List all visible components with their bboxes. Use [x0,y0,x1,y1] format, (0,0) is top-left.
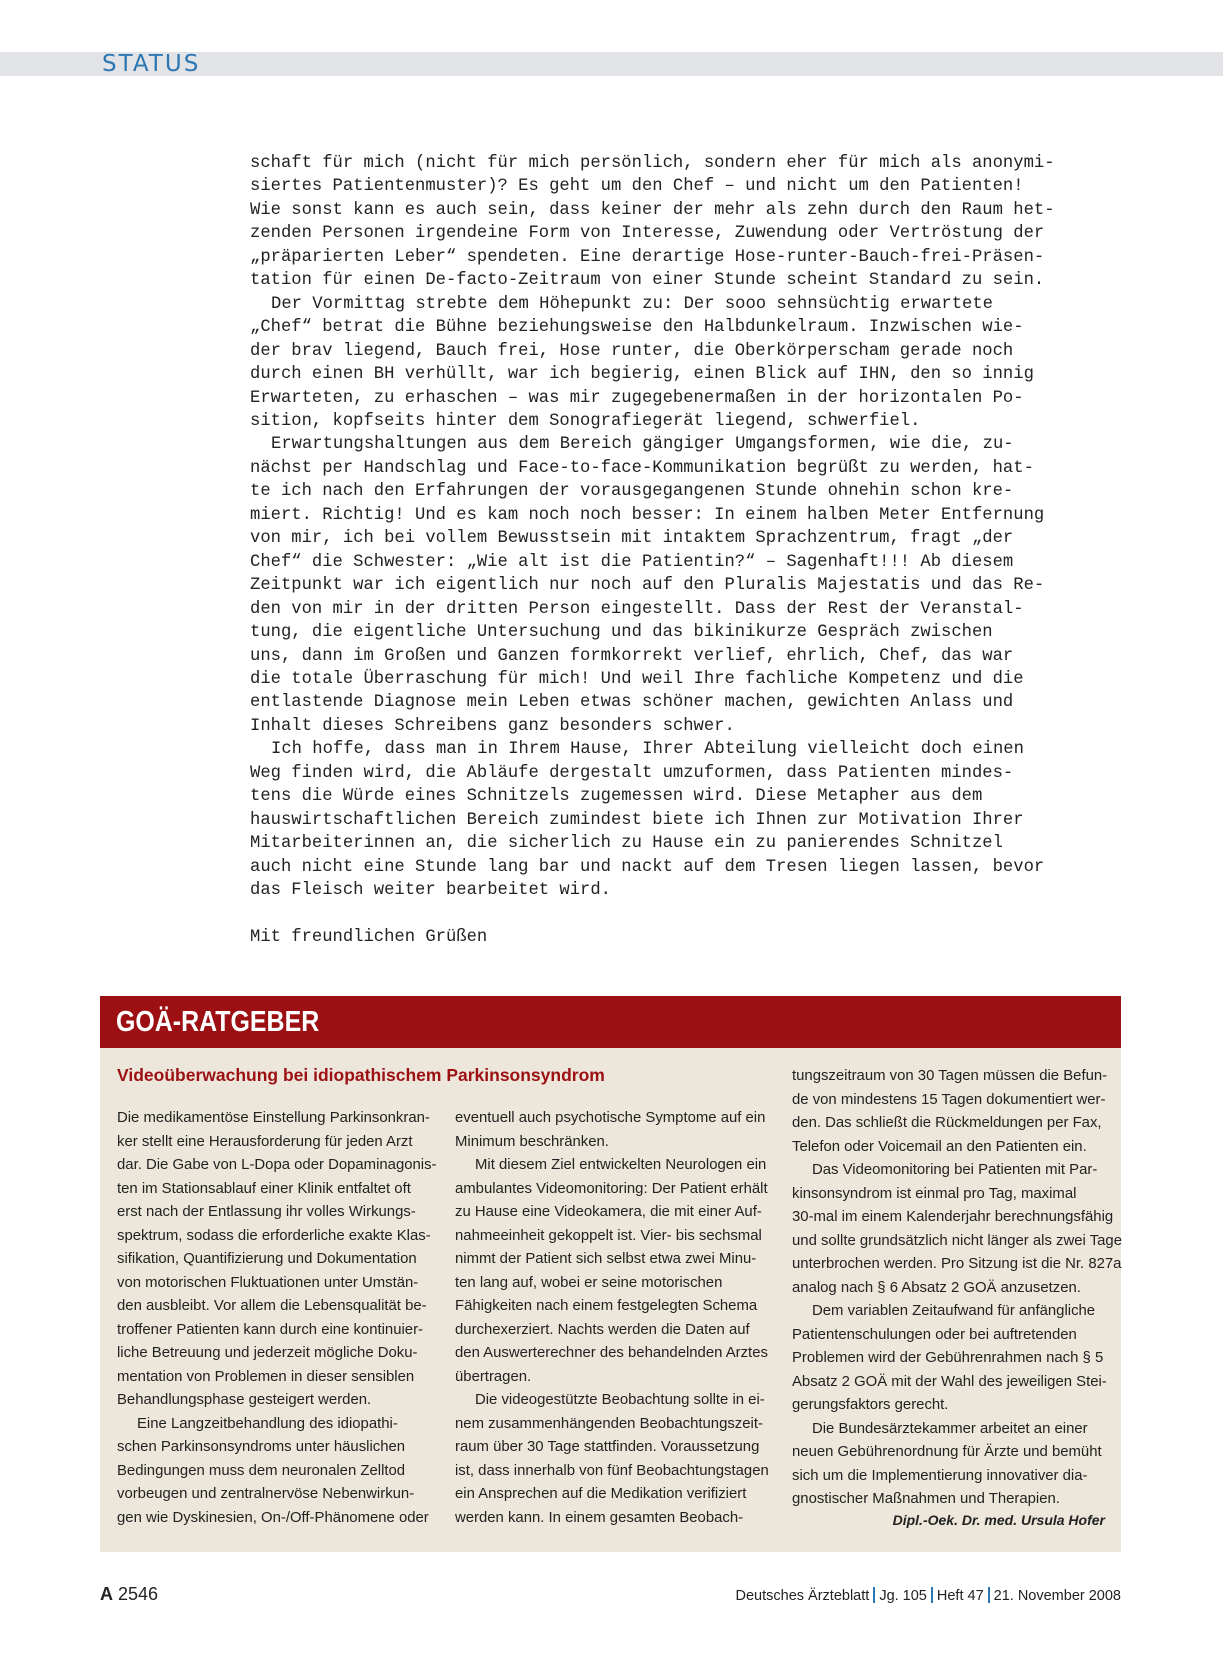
letter-line: entlastende Diagnose mein Leben etwas schöner machen, gewichten Anlass und [250,693,1014,713]
letter-line: Weg finden wird, die Abläufe dergestalt umzuformen, dass Patienten mindes- [250,763,1014,783]
letter-line: zenden Personen irgendeine Form von Interesse, Zuwendung oder Vertröstung der [250,224,1045,244]
box-text-line: Die Bundesärztekammer arbeitet an einer [812,1420,1088,1437]
box-text-line: Die medikamentöse Einstellung Parkinsonkran- [117,1110,430,1126]
letter-line: Wie sonst kann es auch sein, dass keiner der mehr als zehn durch den Raum het- [250,200,1055,220]
box-text-line: werden kann. In einem gesamten Beobach- [455,1509,744,1526]
box-text-line: eventuell auch psychotische Symptome auf ein [455,1110,766,1126]
box-text-line: troffener Patienten kann durch eine kontinuier- [117,1321,424,1338]
box-text-line: Problemen wird der Gebührenrahmen nach § 5 [792,1350,1104,1366]
letter-line: auch nicht eine Stunde lang bar und nackt auf dem Tresen liegen lassen, bevor [250,857,1045,877]
letter-line: miert. Richtig! Und es kam noch noch besser: In einem halben Meter Entfernung [250,505,1045,525]
letter-line: den von mir in der dritten Person eingestellt. Dass der Rest der Veranstal- [250,599,1024,619]
box-text-line: mentation von Problemen in dieser sensiblen [117,1368,415,1385]
box-text-line: Dem variablen Zeitaufwand für anfängliche [812,1303,1096,1319]
separator [873,1587,875,1603]
box-text-line: 30-mal im einem Kalenderjahr berechnungsfähig [792,1209,1114,1225]
box-text-line: sifikation, Quantifizierung und Dokumentation [117,1251,417,1267]
letter-line: siertes Patientenmuster)? Es geht um den Chef – und nicht um den Patienten! [250,177,1024,197]
box-text-line: unterbrochen werden. Pro Sitzung ist die Nr. 827a [792,1256,1122,1272]
letter-line: das Fleisch weiter bearbeitet wird. [250,881,611,901]
box-column-1 [117,1107,437,1530]
box-text-line: spektrum, sodass die erforderliche exakte Klas- [117,1227,431,1244]
box-text-line: Das Videomonitoring bei Patienten mit Par- [812,1162,1098,1178]
letter-line: Zeitpunkt war ich eigentlich nur noch auf den Pluralis Majestatis und das Re- [250,576,1045,596]
letter-line: „präparierten Leber“ spendeten. Eine derartige Hose-runter-Bauch-frei-Präsen- [250,247,1045,267]
separator [988,1587,990,1603]
box-text-line: ten im Stationsablauf einer Klinik entfaltet oft [117,1180,411,1197]
separator [931,1587,933,1603]
letter-line: Mitarbeiterinnen an, die sicherlich zu Hause ein zu panierendes Schnitzel [250,834,1003,854]
box-text-line: ist, dass innerhalb von fünf Beobachtungstagen [455,1462,769,1479]
box-text-line: Mit diesem Ziel entwickelten Neurologen ein [475,1157,767,1173]
box-text-line: raum über 30 Tage stattfinden. Voraussetzung [455,1439,760,1455]
box-text-line: gnostischer Maßnahmen und Therapien. [792,1491,1060,1507]
letter-line: schaft für mich (nicht für mich persönlich, sondern eher für mich als anonymi- [250,154,1055,173]
box-text-line: den ausbleibt. Vor allem die Lebensqualität be- [117,1298,427,1314]
box-text-line: Eine Langzeitbehandlung des idiopathi- [137,1415,398,1432]
box-text-line: nimmt der Patient sich selbst etwa zwei Minu- [455,1251,757,1267]
box-text-line: Bedingungen muss dem neuronalen Zelltod [117,1462,406,1479]
letter-line: der brav liegend, Bauch frei, Hose runter, die Oberkörperscham gerade noch [250,341,1014,361]
box-text-line: nem zusammenhängenden Beobachtungszeit- [455,1415,763,1432]
letter-line: Chef“ die Schwester: „Wie alt ist die Patientin?“ – Sagenhaft!!! Ab diesem [250,552,1014,572]
box-text-line: gen wie Dyskinesien, On-/Off-Phänomene oder [117,1509,429,1526]
box-text-line: Minimum beschränken. [455,1133,609,1150]
box-text-line: analog nach § 6 Absatz 2 GOÄ anzusetzen. [792,1279,1081,1296]
box-header [100,996,1121,1048]
box-text-line: dar. Die Gabe von L-Dopa oder Dopaminagonis- [117,1157,437,1173]
letter-line: uns, dann im Großen und Ganzen formkorrekt verlief, ehrlich, Chef, das war [250,646,1014,666]
author-signature: Dipl.-Oek. Dr. med. Ursula Hofer [892,1512,1105,1528]
box-text-line: sich um die Implementierung innovativer dia- [792,1467,1088,1484]
letter-line: Der Vormittag strebte dem Höhepunkt zu: Der sooo sehnsüchtig erwartete [271,294,993,314]
box-text-line: Fähigkeiten nach einem festgelegten Schema [455,1298,758,1314]
letter-line: Erwarteten, zu erhaschen – was mir zugegebenermaßen in der horizontalen Po- [250,388,1024,408]
box-text-line: Absatz 2 GOÄ mit der Wahl des jeweiligen Stei- [792,1373,1107,1390]
letter-line: te ich nach den Erfahrungen der vorausgegangenen Stunde ohnehin schon kre- [250,482,1014,502]
box-text-line: neuen Gebührenordnung für Ärzte und bemüht [792,1444,1102,1460]
letter-line: sition, kopfseits hinter dem Sonografiegerät liegend, schwerfiel. [250,411,921,431]
box-text-line: erst nach der Entlassung ihr volles Wirkungs- [117,1204,416,1220]
letter-line: von mir, ich bei vollem Bewusstsein mit intaktem Sprachzentrum, fragt „der [250,529,1014,549]
letter-line: tation für einen De-facto-Zeitraum von einer Stunde scheint Standard zu sein. [250,271,1045,291]
goae-ratgeber-box [100,996,1121,1552]
box-text-line: Patientenschulungen oder bei auftretenden [792,1326,1077,1343]
box-text-line: ten lang auf, wobei er seine motorischen [455,1274,723,1291]
box-text-line: den. Das schließt die Rückmeldungen per Fax, [792,1115,1102,1131]
box-text-line: durchexerziert. Nachts werden die Daten auf [455,1321,750,1338]
box-text-line: übertragen. [455,1368,532,1385]
section-label: STATUS [102,51,201,77]
journal-date: 21. November 2008 [993,1588,1121,1604]
letter-line: durch einen BH verhüllt, war ich begierig, einen Blick auf IHN, den so innig [250,365,1034,385]
journal-volume: Jg. 105 [879,1588,927,1604]
box-text-line: liche Betreuung und jederzeit mögliche Doku- [117,1345,418,1361]
letter-line: die totale Überraschung für mich! Und weil Ihre fachliche Kompetenz und die [250,669,1024,689]
letter-line: hauswirtschaftlichen Bereich zumindest biete ich Ihnen zur Motivation Ihrer [250,810,1024,830]
journal-name: Deutsches Ärzteblatt [735,1588,870,1604]
box-text-line: ker stellt eine Herausforderung für jeden Arzt [117,1133,413,1150]
box-text-line: Behandlungsphase gesteigert werden. [117,1392,372,1408]
letter-line: Inhalt dieses Schreibens ganz besonders schwer. [250,716,735,736]
box-text-line: tungszeitraum von 30 Tagen müssen die Befun- [792,1068,1108,1084]
page-prefix: A [100,1584,113,1604]
letter-line: Erwartungshaltungen aus dem Bereich gängiger Umgangsformen, wie die, zu- [271,435,1014,455]
page-number-value: 2546 [118,1584,159,1604]
letter-line: Ich hoffe, dass man in Ihrem Hause, Ihrer Abteilung vielleicht doch einen [271,740,1024,760]
box-column-3 [792,1065,1122,1512]
box-text-line: und sollte grundsätzlich nicht länger als zwei Tage [792,1232,1122,1249]
journal-info [736,1587,1121,1604]
box-text-line: de von mindestens 15 Tagen dokumentiert wer- [792,1091,1106,1108]
letter-line: tung, die eigentliche Untersuchung und das bikinikurze Gespräch zwischen [250,623,993,643]
box-text-line: vorbeugen und zentralnervöse Nebenwirkun- [117,1486,415,1502]
journal-issue: Heft 47 [936,1588,984,1604]
letter-line: „Chef“ betrat die Bühne beziehungsweise den Halbdunkelraum. Inzwischen wie- [250,318,1024,338]
box-title: GOÄ-RATGEBER [116,1006,320,1038]
box-text-line: ambulantes Videomonitoring: Der Patient erhält [455,1180,768,1197]
box-text-line: schen Parkinsonsyndroms unter häuslichen [117,1439,406,1455]
letter-line: tens die Würde eines Schnitzels zugemessen wird. Diese Metapher aus dem [250,787,983,807]
box-text-line: gerungsfaktors gerecht. [792,1397,949,1413]
box-text-line: den Auswerterechner des behandelnden Arztes [455,1345,768,1361]
letter-text [250,152,1130,949]
box-subtitle: Videoüberwachung bei idiopathischem Parkinsonsyndrom [117,1065,605,1085]
letter-line: nächst per Handschlag und Face-to-face-Kommunikation begrüßt zu werden, hat- [250,458,1034,478]
box-text-line: von motorischen Fluktuationen unter Umstän- [117,1274,419,1291]
box-text-line: nahmeeinheit gekoppelt ist. Vier- bis sechsmal [455,1227,762,1244]
box-text-line: Die videogestützte Beobachtung sollte in ei- [475,1392,765,1408]
box-text-line: ein Ansprechen auf die Medikation verifiziert [455,1486,747,1502]
box-text-line: kinsonsyndrom ist einmal pro Tag, maximal [792,1185,1077,1202]
box-text-line: zu Hause eine Videokamera, die mit einer Auf- [455,1204,762,1220]
page-number [100,1584,158,1605]
box-text-line: Telefon oder Voicemail an den Patienten ein. [792,1138,1087,1155]
letter-closing: Mit freundlichen Grüßen [250,927,488,947]
box-column-2 [455,1107,775,1530]
